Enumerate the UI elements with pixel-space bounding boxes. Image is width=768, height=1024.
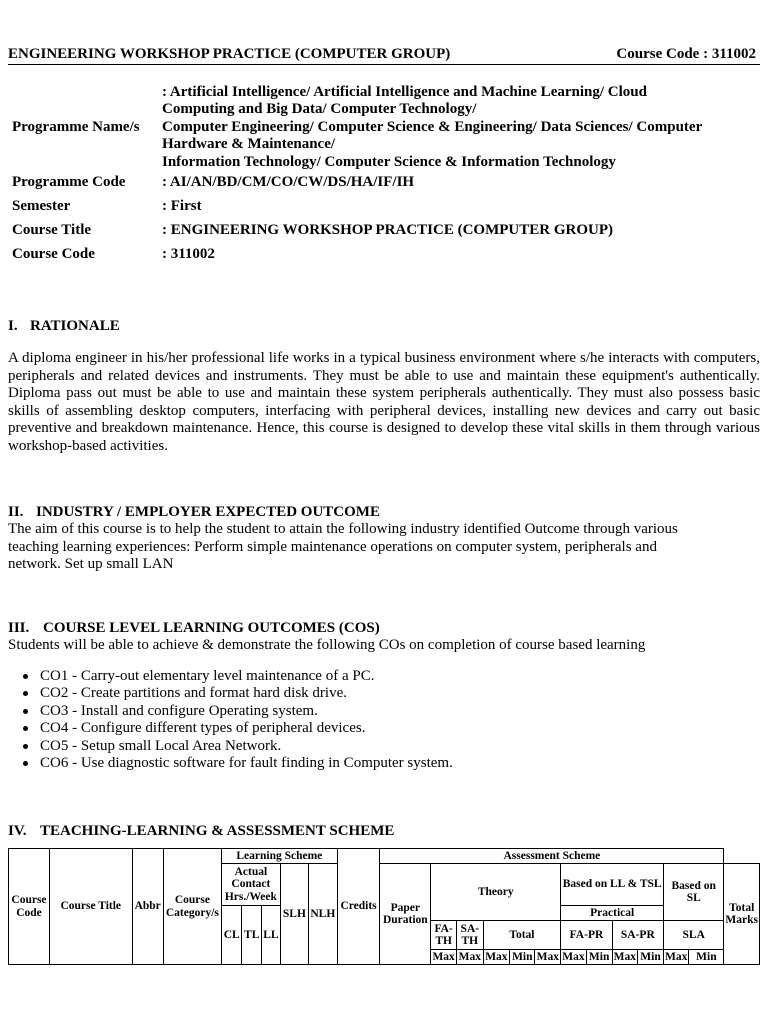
max-cell: Max xyxy=(613,950,637,963)
programme-code-label: Programme Code xyxy=(12,174,126,191)
header-title: ENGINEERING WORKSHOP PRACTICE (COMPUTER GROUP) xyxy=(8,46,451,62)
section-title: TEACHING-LEARNING & ASSESSMENT SCHEME xyxy=(40,823,395,839)
min-cell: Min xyxy=(689,950,724,965)
col-sla: SLA xyxy=(664,921,724,950)
semester-label: Semester xyxy=(12,198,71,215)
col-nlh: NLH xyxy=(308,864,337,965)
programme-names-row xyxy=(8,84,760,171)
based-on-ll-tsl-header: Based on LL & TSL xyxy=(561,864,664,906)
col-fa-pr: FA-PR xyxy=(561,921,612,950)
list-item: CO2 - Create partitions and format hard disk drive. xyxy=(40,685,453,702)
col-theory-total: Total xyxy=(483,921,561,950)
course-title-value: : ENGINEERING WORKSHOP PRACTICE (COMPUTER GROUP) xyxy=(162,222,613,239)
section-title: RATIONALE xyxy=(30,318,120,334)
min-cell: Min xyxy=(586,950,612,965)
programme-names-line: : Artificial Intelligence/ Artificial Intelligence and Machine Learning/ Cloud xyxy=(162,84,647,100)
min-cell: Min xyxy=(510,950,535,965)
teaching-assessment-scheme-table xyxy=(8,848,760,965)
practical-header: Practical xyxy=(561,906,664,921)
programme-code-value: : AI/AN/BD/CM/CO/CW/DS/HA/IF/IH xyxy=(162,174,415,191)
course-code-label: Course Code xyxy=(12,246,95,263)
cos-intro: Students will be able to achieve & demonstrate the following COs on completion of course based learning xyxy=(8,637,646,653)
programme-names-line: Hardware & Maintenance/ xyxy=(162,136,336,153)
col-total-marks: Total Marks xyxy=(724,864,760,965)
section-scheme-heading xyxy=(8,823,394,840)
course-info-table xyxy=(8,84,760,267)
paragraph-line: The aim of this course is to help the student to attain the following industry identified Outcome through various xyxy=(8,521,678,537)
list-item: CO6 - Use diagnostic software for fault finding in Computer system. xyxy=(40,755,453,772)
semester-row xyxy=(8,195,760,219)
section-industry-heading xyxy=(8,504,380,521)
header-course-code: Course Code : 311002 xyxy=(616,46,756,62)
section-number: IV. xyxy=(8,823,27,839)
assessment-scheme-header: Assessment Scheme xyxy=(380,849,724,864)
section-number: II. xyxy=(8,504,24,520)
rationale-paragraph: A diploma engineer in his/her professional life works in a typical business environment where s/he interacts with computers, peripherals and related devices and instruments. They must be able to use and maintain these equipment's authentically. Diploma pass out must be able to use and maintain these system peripherals authentically. They must also possess basic skills of assembling desktop computers, interfacing with peripheral devices, installing new devices and carry out basic preventive and breakdown maintenance. Hence, this course is designed to develop these vital skills in them through various workshop-based activities. xyxy=(8,350,760,454)
list-item: CO4 - Configure different types of peripheral devices. xyxy=(40,720,453,737)
max-cell: Max xyxy=(483,950,510,965)
min-cell: Min xyxy=(638,950,664,965)
programme-names-line: Computer Engineering/ Computer Science & Engineering/ Data Sciences/ Computer xyxy=(162,118,703,135)
col-tl: TL xyxy=(242,906,262,965)
programme-names-value xyxy=(162,84,760,171)
programme-names-line: Information Technology/ Computer Science & Information Technology xyxy=(162,153,616,170)
col-cl: CL xyxy=(221,906,241,965)
course-code-value: : 311002 xyxy=(162,246,215,263)
programme-names-label: Programme Name/s xyxy=(12,118,140,135)
programme-code-row xyxy=(8,171,760,195)
page-header xyxy=(8,46,760,65)
col-course-category: Course Category/s xyxy=(163,849,221,965)
max-cell: Max xyxy=(536,950,560,963)
col-fa-th: FA-TH xyxy=(431,921,457,950)
course-code-row xyxy=(8,243,760,267)
col-credits: Credits xyxy=(337,849,380,965)
learning-scheme-header: Learning Scheme xyxy=(221,849,337,864)
col-abbr: Abbr xyxy=(132,849,163,965)
max-cell: Max xyxy=(432,950,455,963)
based-on-sl-header: Based on SL xyxy=(664,864,724,921)
col-slh: SLH xyxy=(280,864,308,965)
list-item: CO1 - Carry-out elementary level maintenance of a PC. xyxy=(40,668,453,685)
paragraph-line: network. Set up small LAN xyxy=(8,556,174,573)
actual-contact-header: Actual Contact Hrs./Week xyxy=(221,864,280,906)
col-sa-th: SA-TH xyxy=(457,921,484,950)
list-item: CO3 - Install and configure Operating system. xyxy=(40,703,453,720)
course-title-label: Course Title xyxy=(12,222,92,239)
paragraph-line: teaching learning experiences: Perform simple maintenance operations on computer system, peripherals and xyxy=(8,538,657,555)
max-cell: Max xyxy=(665,950,688,963)
max-cell: Max xyxy=(562,950,585,963)
cos-list xyxy=(8,668,453,772)
list-item: CO5 - Setup small Local Area Network. xyxy=(40,738,453,755)
programme-names-line: Computing and Big Data/ Computer Technology/ xyxy=(162,101,477,118)
col-course-code: Course Code xyxy=(9,849,50,965)
max-cell: Max xyxy=(457,950,484,965)
col-ll: LL xyxy=(261,906,280,965)
col-course-title: Course Title xyxy=(49,849,132,965)
section-number: III. xyxy=(8,620,30,636)
course-title-row xyxy=(8,219,760,243)
section-title: COURSE LEVEL LEARNING OUTCOMES (COS) xyxy=(43,620,380,636)
section-cos-heading xyxy=(8,620,380,637)
industry-outcome-paragraph xyxy=(8,521,760,574)
col-paper-duration: Paper Duration xyxy=(380,864,431,965)
col-sa-pr: SA-PR xyxy=(612,921,663,950)
section-number: I. xyxy=(8,318,18,334)
section-rationale-heading xyxy=(8,318,120,335)
section-title: INDUSTRY / EMPLOYER EXPECTED OUTCOME xyxy=(36,504,380,520)
theory-header: Theory xyxy=(431,864,561,921)
semester-value: : First xyxy=(162,198,202,215)
